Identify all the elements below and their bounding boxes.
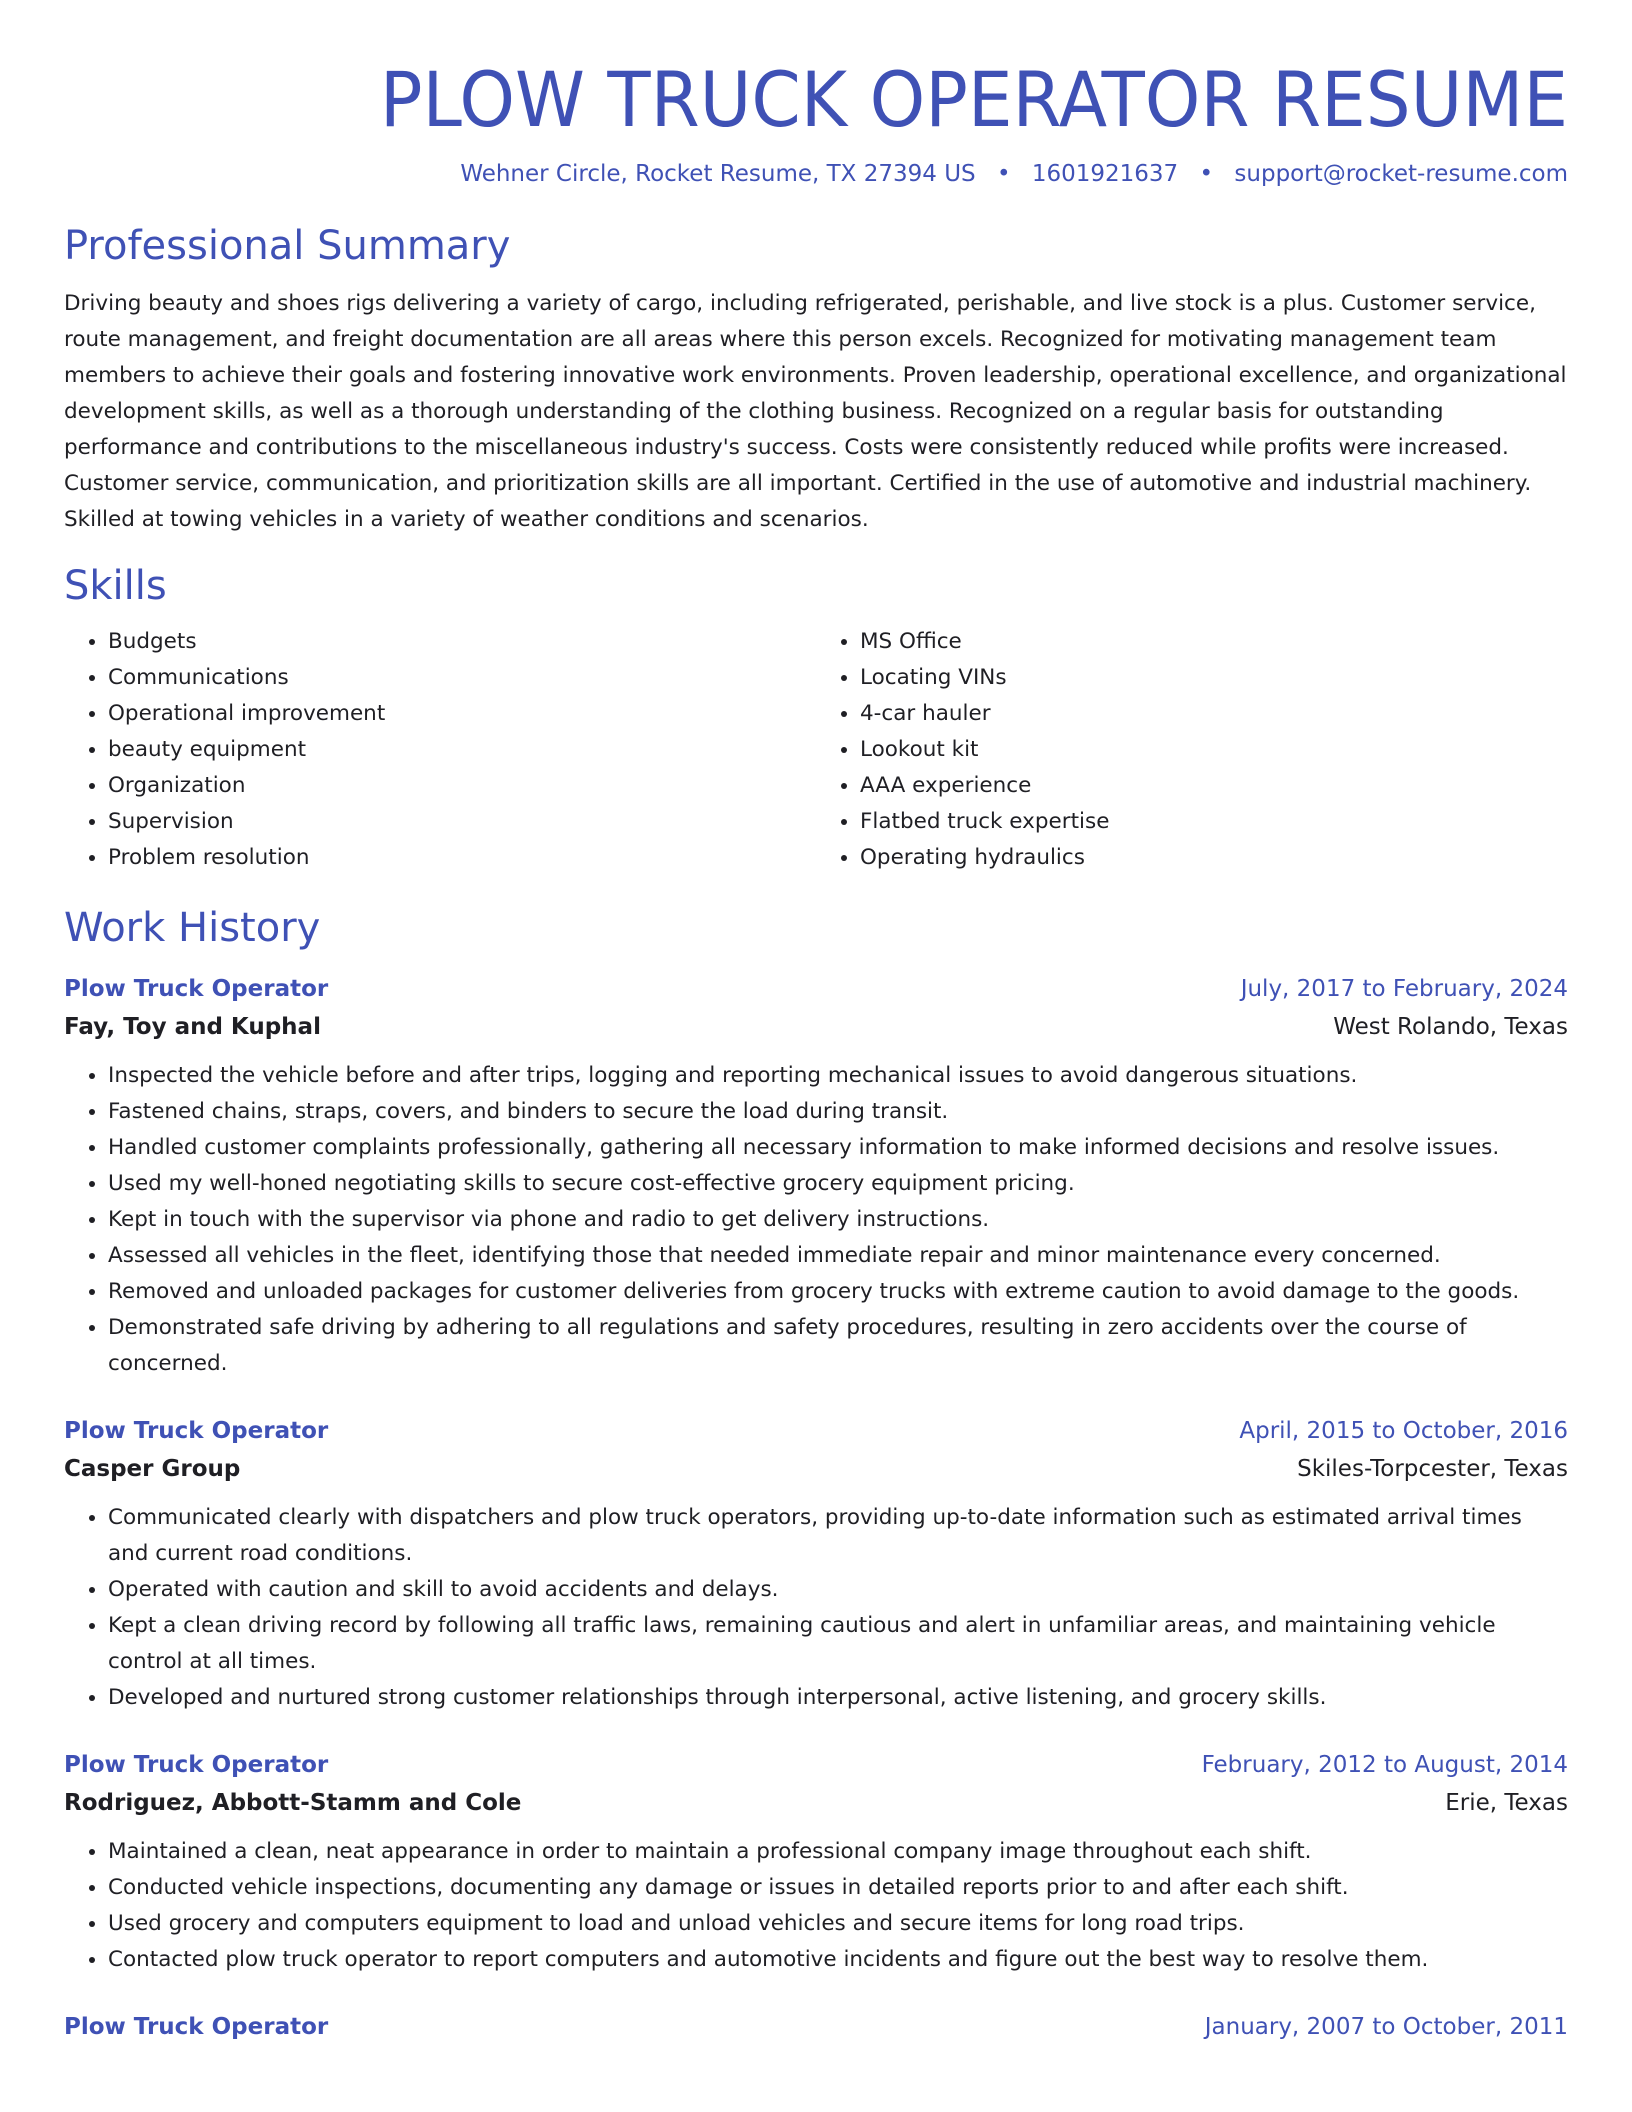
job-company: Rodriguez, Abbott-Stamm and Cole <box>64 1790 522 1816</box>
skill-item: • 4-car hauler <box>860 696 1568 732</box>
job-location: Erie, Texas <box>1445 1790 1568 1816</box>
skill-item: • Lookout kit <box>860 732 1568 768</box>
skills-section <box>64 560 1568 876</box>
job-company-row <box>64 1450 1568 1488</box>
resume-header <box>64 52 1568 190</box>
contact-phone: 1601921637 <box>1031 161 1179 187</box>
skill-item: • Supervision <box>108 804 816 840</box>
skill-item: • Communications <box>108 660 816 696</box>
job-bullet-item: • Kept a clean driving record by following all traffic laws, remaining cautious and alert in unfamiliar areas, and maintaining vehicle control at all times. <box>108 1608 1568 1680</box>
job-location: Skiles-Torpcester, Texas <box>1297 1456 1568 1482</box>
job-company: Fay, Toy and Kuphal <box>64 1014 321 1040</box>
job-location: West Rolando, Texas <box>1333 1014 1568 1040</box>
skill-item: • AAA experience <box>860 768 1568 804</box>
contact-line <box>64 158 1568 190</box>
job-bullet-item: • Fastened chains, straps, covers, and binders to secure the load during transit. <box>108 1094 1568 1130</box>
skills-list-right <box>816 624 1568 876</box>
professional-summary-section <box>64 220 1568 538</box>
job-bullet-item: • Assessed all vehicles in the fleet, identifying those that needed immediate repair and minor maintenance every concerned. <box>108 1238 1568 1274</box>
skill-item: • beauty equipment <box>108 732 816 768</box>
job-entry <box>64 1746 1568 1978</box>
skill-item: • Budgets <box>108 624 816 660</box>
job-bullet-item: • Developed and nurtured strong customer relationships through interpersonal, active listening, and grocery skills. <box>108 1680 1568 1716</box>
job-title-row <box>64 2008 1568 2046</box>
job-title-row <box>64 1412 1568 1450</box>
section-heading-work: Work History <box>64 905 321 951</box>
section-heading-skills: Skills <box>64 563 167 609</box>
resume-title: PLOW TRUCK OPERATOR RESUME <box>379 55 1568 144</box>
skill-item: • Operating hydraulics <box>860 840 1568 876</box>
job-entry <box>64 1412 1568 1716</box>
job-dates: April, 2015 to October, 2016 <box>1239 1418 1568 1444</box>
job-title: Plow Truck Operator <box>64 1752 329 1778</box>
job-bullet-item: • Operated with caution and skill to avoid accidents and delays. <box>108 1572 1568 1608</box>
skills-grid <box>64 624 1568 876</box>
job-bullet-list <box>64 1834 1568 1978</box>
skill-item: • MS Office <box>860 624 1568 660</box>
job-entry <box>64 2008 1568 2046</box>
job-bullet-item: • Used grocery and computers equipment to load and unload vehicles and secure items for long road trips. <box>108 1906 1568 1942</box>
summary-text: Driving beauty and shoes rigs delivering a variety of cargo, including refrigerated, perishable, and live stock is a plus. Customer service, route management, and freight documentation are all areas where this person excels. Recognized for motivating management team members to achieve their goals and fostering innovative work environments. Proven leadership, operational excellence, and organizational development skills, as well as a thorough understanding of the clothing business. Recognized on a regular basis for outstanding performance and contributions to the miscellaneous industry's success. Costs were consistently reduced while profits were increased. Customer service, communication, and prioritization skills are all important. Certified in the use of automotive and industrial machinery. Skilled at towing vehicles in a variety of weather conditions and scenarios. <box>64 291 1567 532</box>
skill-item: • Locating VINs <box>860 660 1568 696</box>
skill-item: • Flatbed truck expertise <box>860 804 1568 840</box>
job-dates: February, 2012 to August, 2014 <box>1201 1752 1568 1778</box>
contact-address: Wehner Circle, Rocket Resume, TX 27394 US <box>460 161 976 187</box>
job-bullet-item: • Kept in touch with the supervisor via phone and radio to get delivery instructions. <box>108 1202 1568 1238</box>
contact-email: support@rocket-resume.com <box>1234 161 1568 187</box>
skill-item: • Operational improvement <box>108 696 816 732</box>
work-history-section <box>64 902 1568 2046</box>
contact-separator: • <box>1199 161 1214 187</box>
job-bullet-item: • Used my well-honed negotiating skills to secure cost-effective grocery equipment pricing. <box>108 1166 1568 1202</box>
job-bullet-item: • Handled customer complaints professionally, gathering all necessary information to make informed decisions and resolve issues. <box>108 1130 1568 1166</box>
job-company-row <box>64 1784 1568 1822</box>
job-bullet-item: • Communicated clearly with dispatchers and plow truck operators, providing up-to-date information such as estimated arrival times and current road conditions. <box>108 1500 1568 1572</box>
skill-item: • Organization <box>108 768 816 804</box>
job-company-row <box>64 1008 1568 1046</box>
job-title: Plow Truck Operator <box>64 976 329 1002</box>
job-bullet-item: • Contacted plow truck operator to report computers and automotive incidents and figure out the best way to resolve them. <box>108 1942 1568 1978</box>
job-bullet-item: • Removed and unloaded packages for customer deliveries from grocery trucks with extreme caution to avoid damage to the goods. <box>108 1274 1568 1310</box>
job-title: Plow Truck Operator <box>64 1418 329 1444</box>
job-title-row <box>64 1746 1568 1784</box>
job-dates: July, 2017 to February, 2024 <box>1240 976 1568 1002</box>
job-bullet-item: • Demonstrated safe driving by adhering to all regulations and safety procedures, resulting in zero accidents over the course of concerned. <box>108 1310 1568 1382</box>
job-bullet-list <box>64 1500 1568 1716</box>
job-bullet-item: • Inspected the vehicle before and after trips, logging and reporting mechanical issues to avoid dangerous situations. <box>108 1058 1568 1094</box>
skills-list-left <box>64 624 816 876</box>
skill-item: • Problem resolution <box>108 840 816 876</box>
section-heading-summary: Professional Summary <box>64 223 511 269</box>
job-bullet-item: • Maintained a clean, neat appearance in order to maintain a professional company image throughout each shift. <box>108 1834 1568 1870</box>
job-dates: January, 2007 to October, 2011 <box>1204 2014 1568 2040</box>
job-bullet-item: • Conducted vehicle inspections, documenting any damage or issues in detailed reports prior to and after each shift. <box>108 1870 1568 1906</box>
job-company: Casper Group <box>64 1456 241 1482</box>
job-bullet-list <box>64 1058 1568 1382</box>
job-entry <box>64 970 1568 1382</box>
job-title-row <box>64 970 1568 1008</box>
job-title: Plow Truck Operator <box>64 2014 329 2040</box>
jobs-list <box>64 970 1568 2046</box>
contact-separator: • <box>996 161 1011 187</box>
